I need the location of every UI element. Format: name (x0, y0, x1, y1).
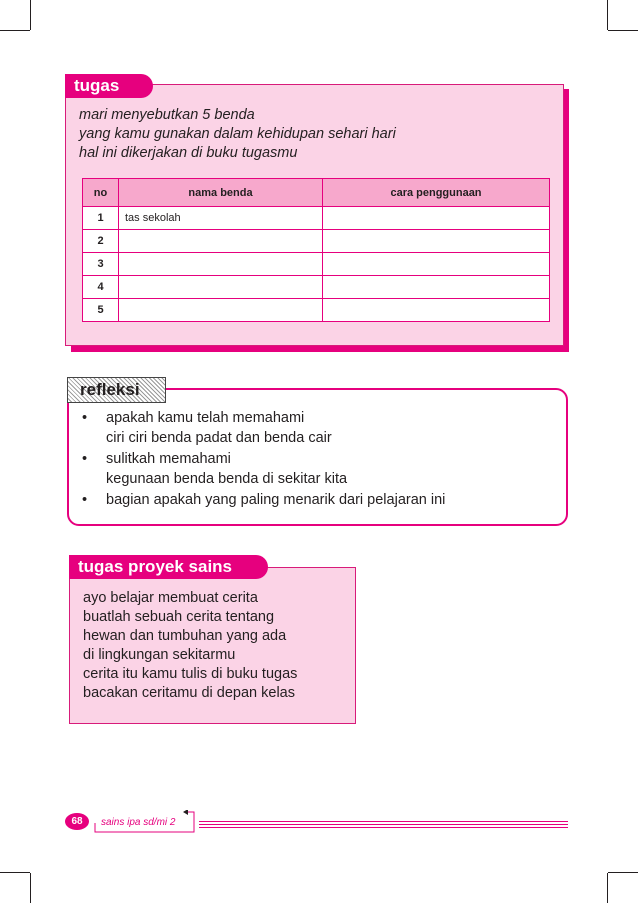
header-cara-penggunaan: cara penggunaan (323, 179, 550, 207)
refleksi-item-line: kegunaan benda benda di sekitar kita (106, 470, 348, 487)
tugas-line: hal ini dikerjakan di buku tugasmu (79, 145, 298, 161)
row-cara-penggunaan (323, 299, 550, 322)
table-row (83, 230, 550, 253)
bullet: • (82, 451, 88, 467)
footer-book-title: sains ipa sd/mi 2 (101, 817, 176, 828)
crop-mark-top-left-h (0, 30, 30, 31)
row-nama-benda: tas sekolah (119, 207, 323, 230)
proyek-line: hewan dan tumbuhan yang ada (83, 628, 287, 644)
row-nama-benda (119, 276, 323, 299)
proyek-line: buatlah sebuah cerita tentang (83, 609, 275, 625)
row-nama-benda (119, 230, 323, 253)
tugas-title-tab (65, 74, 153, 98)
crop-mark-bottom-left-h (0, 872, 30, 873)
table-row (83, 299, 550, 322)
row-nama-benda (119, 299, 323, 322)
row-cara-penggunaan (323, 230, 550, 253)
row-no: 2 (83, 230, 119, 253)
crop-mark-top-right (607, 0, 608, 30)
refleksi-item-line: ciri ciri benda padat dan benda cair (106, 429, 332, 446)
tugas-instructions (79, 106, 396, 163)
proyek-instructions (83, 589, 297, 703)
refleksi-list (82, 409, 445, 513)
table-header-row (83, 179, 550, 207)
crop-mark-bottom-right (607, 873, 608, 903)
page-number: 68 (71, 816, 83, 827)
list-item (82, 491, 445, 511)
table-row (83, 276, 550, 299)
row-no: 3 (83, 253, 119, 276)
refleksi-item-line: sulitkah memahami (106, 451, 231, 467)
tugas-title: tugas (74, 76, 120, 95)
bullet: • (82, 410, 88, 426)
footer-rule (199, 821, 568, 822)
proyek-title-tab (69, 555, 268, 579)
crop-mark-top-left (30, 0, 31, 30)
benda-table (82, 178, 550, 322)
tugas-line: yang kamu gunakan dalam kehidupan sehari hari (79, 126, 396, 142)
row-cara-penggunaan (323, 207, 550, 230)
footer-bracket-decoration (93, 810, 199, 834)
refleksi-item-line: apakah kamu telah memahami (106, 410, 305, 426)
refleksi-title: refleksi (80, 380, 140, 399)
list-item (82, 409, 445, 448)
tugas-line: mari menyebutkan 5 benda (79, 107, 255, 123)
crop-mark-bottom-right-h (608, 872, 638, 873)
proyek-title: tugas proyek sains (78, 557, 233, 576)
list-item (82, 450, 445, 489)
footer-rule (199, 827, 568, 828)
bullet: • (82, 492, 88, 508)
row-cara-penggunaan (323, 276, 550, 299)
proyek-line: ayo belajar membuat cerita (83, 590, 258, 606)
row-no: 4 (83, 276, 119, 299)
row-nama-benda (119, 253, 323, 276)
row-cara-penggunaan (323, 253, 550, 276)
row-no: 5 (83, 299, 119, 322)
crop-mark-top-right-h (608, 30, 638, 31)
proyek-line: bacakan ceritamu di depan kelas (83, 685, 295, 701)
proyek-line: di lingkungan sekitarmu (83, 647, 236, 663)
header-no: no (83, 179, 119, 207)
refleksi-item-line: bagian apakah yang paling menarik dari pelajaran ini (106, 492, 446, 508)
row-no: 1 (83, 207, 119, 230)
crop-mark-bottom-left (30, 873, 31, 903)
header-nama-benda: nama benda (119, 179, 323, 207)
table-row (83, 253, 550, 276)
proyek-line: cerita itu kamu tulis di buku tugas (83, 666, 298, 682)
table-row (83, 207, 550, 230)
refleksi-title-tab (67, 377, 166, 403)
footer-rule (199, 824, 568, 825)
page-number-badge (65, 813, 89, 830)
